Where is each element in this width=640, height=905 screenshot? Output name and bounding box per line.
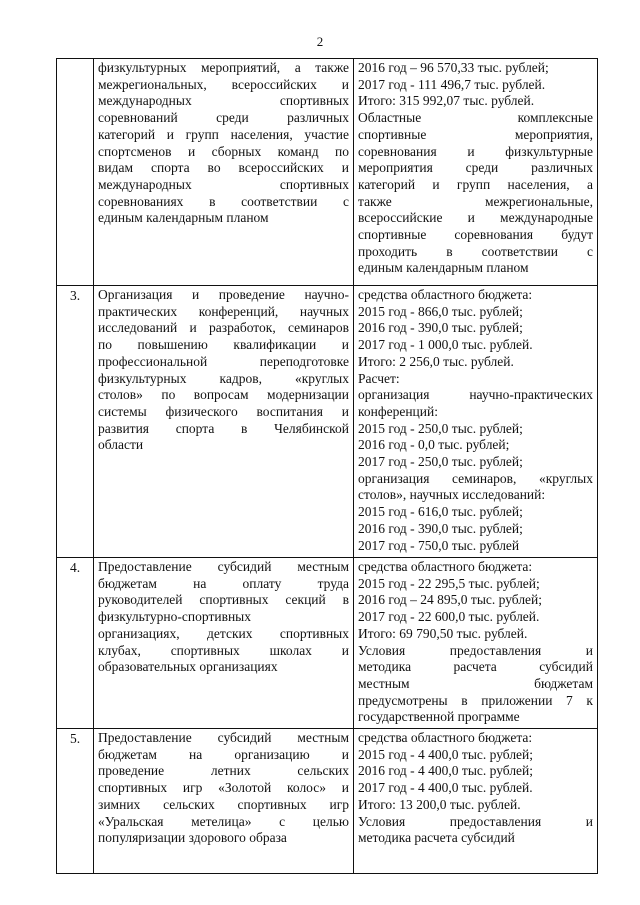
text-line: 2016 год - 390,0 тыс. рублей;	[358, 320, 523, 336]
funding-cell	[354, 286, 598, 558]
text-line: зимних сельских спортивных игр	[98, 796, 349, 812]
row-number-cell	[57, 59, 94, 286]
table-row	[57, 286, 598, 558]
text-line: мероприятия среди различных	[358, 160, 593, 176]
funding-text	[354, 286, 597, 556]
text-line: Итого: 315 992,07 тыс. рублей.	[358, 93, 535, 109]
funding-text	[354, 59, 597, 279]
text-line: видам спорта во всероссийских и	[98, 160, 349, 176]
text-line: популяризации здорового образа	[98, 830, 287, 846]
text-line: Областные комплексные	[358, 110, 593, 126]
text-line: спортивные мероприятия,	[358, 126, 593, 142]
text-line: 2017 год - 4 400,0 тыс. рублей.	[358, 780, 533, 796]
text-line: столов», научных исследований:	[358, 487, 546, 503]
text-line: 2015 год - 616,0 тыс. рублей;	[358, 504, 523, 520]
text-line: «Уральская метелица» с целью	[98, 813, 349, 829]
program-table	[56, 58, 598, 874]
text-line: профессиональной переподготовке	[98, 353, 349, 369]
text-line: образовательных организациях	[98, 659, 278, 675]
text-line: 2015 год - 22 295,5 тыс. рублей;	[358, 575, 540, 591]
text-line: межрегиональных, всероссийских и	[98, 76, 349, 92]
description-text	[94, 286, 353, 456]
text-line: 2015 год - 250,0 тыс. рублей;	[358, 420, 523, 436]
text-line: практических конференций, научных	[98, 303, 349, 319]
text-line: физкультурно-спортивных	[98, 609, 251, 625]
text-line: методика расчета субсидий	[358, 659, 593, 675]
text-line: проходить в соответствии с	[358, 243, 593, 259]
text-line: руководителей спортивных секций в	[98, 592, 349, 608]
table-row	[57, 729, 598, 874]
row-number: 4.	[69, 560, 81, 575]
funding-cell	[354, 59, 598, 286]
table-row	[57, 558, 598, 729]
text-line: системы физического воспитания и	[98, 403, 349, 419]
description-cell	[94, 59, 354, 286]
text-line: организациях, детских спортивных	[98, 625, 349, 641]
text-line: соревнования и физкультурные	[358, 143, 593, 159]
text-line: государственной программе	[358, 709, 520, 725]
text-line: 2016 год - 0,0 тыс. рублей;	[358, 437, 510, 453]
description-cell	[94, 558, 354, 729]
description-text	[94, 558, 353, 678]
text-line: 2015 год - 866,0 тыс. рублей;	[358, 303, 523, 319]
row-number: 3.	[69, 288, 81, 303]
text-line: спортсменов и сборных команд по	[98, 143, 349, 159]
text-line: 2017 год - 22 600,0 тыс. рублей.	[358, 609, 540, 625]
text-line: клубах, спортивных школах и	[98, 642, 349, 658]
text-line: методика расчета субсидий	[358, 830, 515, 846]
text-line: бюджетам на оплату труда	[98, 575, 349, 591]
row-number: 5.	[69, 731, 81, 747]
text-line: исследований и разработок, семинаров	[98, 320, 349, 336]
row-number-cell	[57, 729, 94, 874]
text-line: средства областного бюджета:	[358, 559, 533, 574]
text-line: развития спорта в Челябинской	[98, 420, 349, 436]
page-number: 2	[316, 34, 324, 49]
text-line: Итого: 2 256,0 тыс. рублей.	[358, 353, 514, 369]
text-line: 2016 год – 24 895,0 тыс. рублей;	[358, 592, 543, 608]
row-number-cell	[57, 558, 94, 729]
text-line: Предоставление субсидий местным	[98, 559, 349, 574]
text-line: спортивные соревнования будут	[358, 227, 593, 243]
text-line: соревнованиях в соответствии с	[98, 193, 349, 209]
text-line: Организация и проведение научно-	[98, 287, 349, 302]
text-line: международных спортивных	[98, 176, 349, 192]
description-text	[94, 59, 353, 229]
text-line: организация научно-практических	[358, 387, 593, 403]
text-line: Условия предоставления и	[358, 642, 593, 658]
text-line: Расчет:	[358, 370, 400, 386]
text-line: средства областного бюджета:	[358, 287, 533, 302]
text-line: 2016 год - 4 400,0 тыс. рублей;	[358, 763, 534, 779]
text-line: Условия предоставления и	[358, 813, 593, 829]
text-line: столов» по вопросам модернизации	[98, 387, 349, 403]
text-line: 2017 год - 111 496,7 тыс. рублей.	[358, 76, 546, 92]
text-line: международных спортивных	[98, 93, 349, 109]
row-number	[57, 59, 93, 61]
description-cell	[94, 729, 354, 874]
text-line: категорий и групп населения, а	[358, 176, 593, 192]
text-line: всероссийские и международные	[358, 210, 593, 226]
text-line: 2017 год - 250,0 тыс. рублей;	[358, 454, 523, 470]
text-line: предусмотрены в приложении 7 к	[358, 692, 593, 708]
text-line: также межрегиональные,	[358, 193, 593, 209]
funding-cell	[354, 558, 598, 729]
text-line: категорий и групп населения, участие	[98, 126, 349, 142]
text-line: Предоставление субсидий местным	[98, 730, 349, 746]
text-line: организация семинаров, «круглых	[358, 470, 593, 486]
text-line: бюджетам на организацию и	[98, 746, 349, 762]
text-line: единым календарным планом	[98, 210, 269, 226]
description-text	[94, 729, 353, 849]
funding-text	[354, 558, 597, 728]
text-line: проведение летних сельских	[98, 763, 349, 779]
description-cell	[94, 286, 354, 558]
text-line: 2015 год - 4 400,0 тыс. рублей;	[358, 746, 534, 762]
text-line: области	[98, 437, 144, 453]
text-line: конференций:	[358, 403, 438, 419]
text-line: Итого: 13 200,0 тыс. рублей.	[358, 796, 521, 812]
text-line: по повышению квалификации и	[98, 337, 349, 353]
text-line: физкультурных кадров, «круглых	[98, 370, 349, 386]
text-line: соревнований среди различных	[98, 110, 349, 126]
text-line: 2016 год - 390,0 тыс. рублей;	[358, 520, 523, 536]
text-line: единым календарным планом	[358, 260, 529, 276]
text-line: местным бюджетам	[358, 675, 593, 691]
text-line: спортивных игр «Золотой колос» и	[98, 780, 349, 796]
funding-cell	[354, 729, 598, 874]
funding-text	[354, 729, 597, 849]
text-line: 2017 год - 1 000,0 тыс. рублей.	[358, 337, 533, 353]
text-line: физкультурных мероприятий, а также	[98, 60, 349, 75]
table-row	[57, 59, 598, 286]
text-line: 2017 год - 750,0 тыс. рублей	[358, 537, 520, 553]
row-number-cell	[57, 286, 94, 558]
text-line: средства областного бюджета:	[358, 730, 533, 746]
text-line: Итого: 69 790,50 тыс. рублей.	[358, 625, 528, 641]
text-line: 2016 год – 96 570,33 тыс. рублей;	[358, 60, 549, 75]
